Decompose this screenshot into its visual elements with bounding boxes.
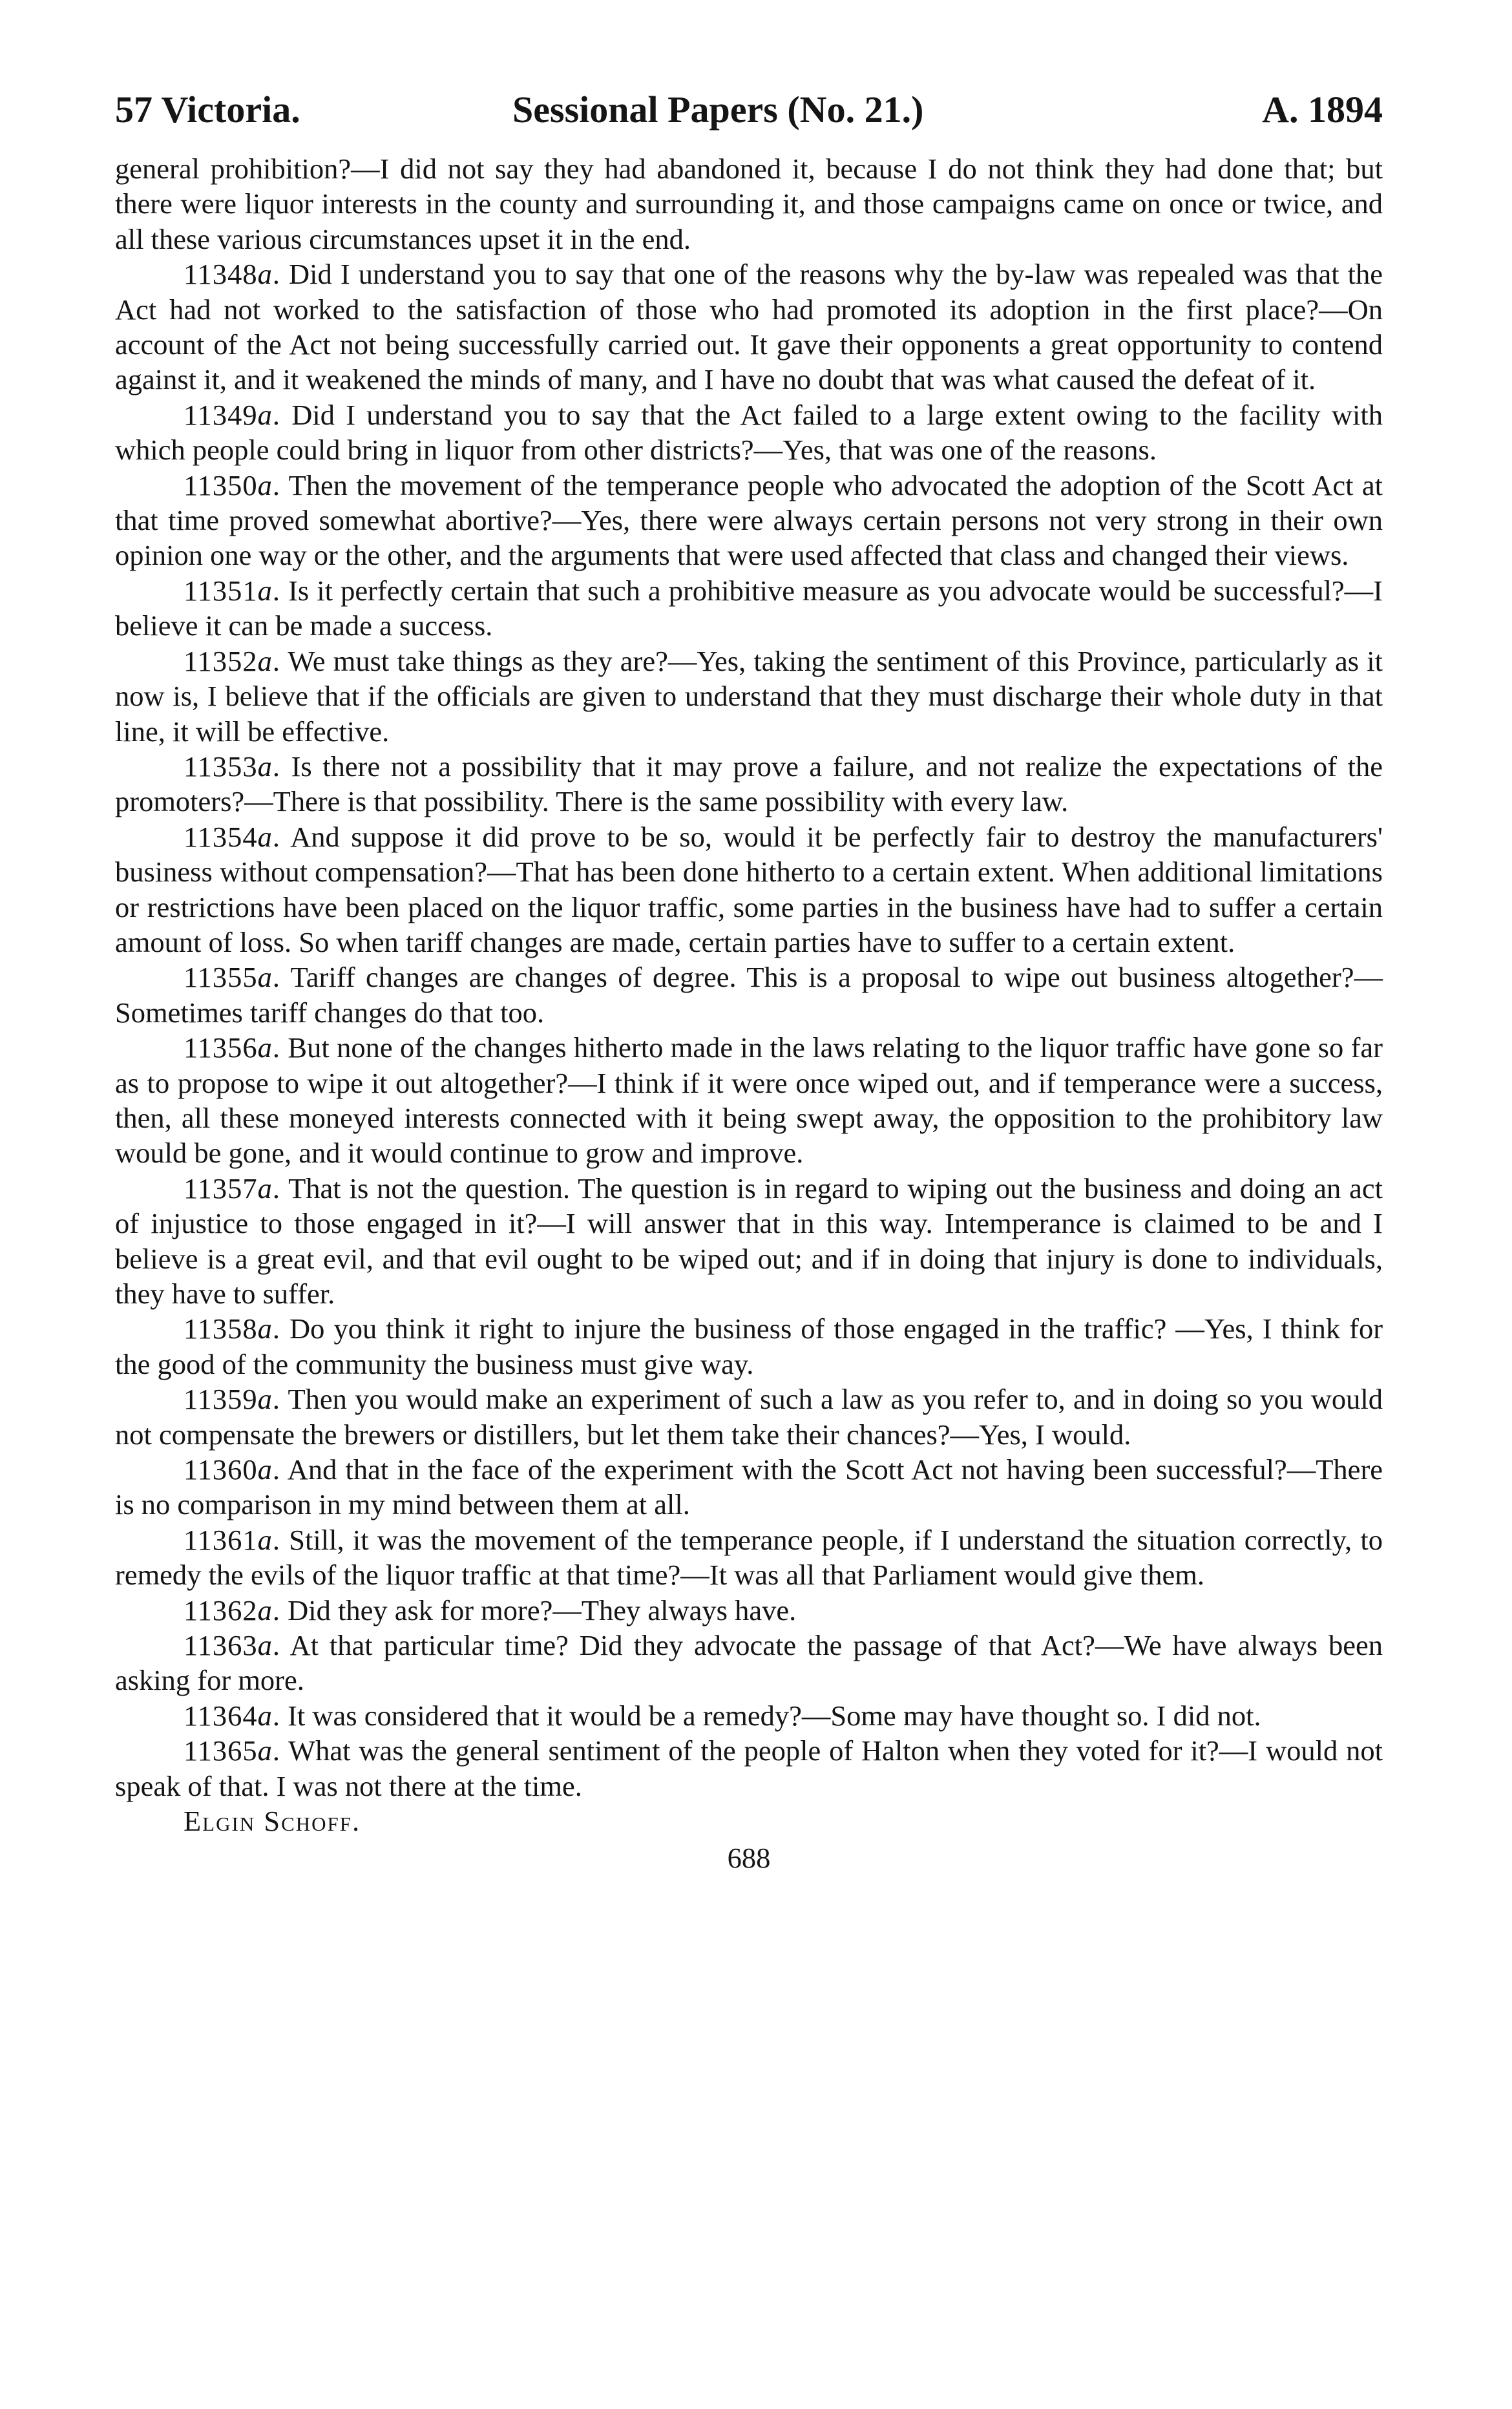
question-number: 11354a. xyxy=(184,820,280,853)
question-text: Did they ask for more?—They always have. xyxy=(288,1594,797,1626)
header-session: 57 Victoria. xyxy=(115,89,300,131)
running-header xyxy=(115,84,1383,136)
question-text: But none of the changes hitherto made in the laws relating to the liquor traffic have gone so far as to propose to wipe it out altogether?—I think if it were once wiped out, and if temperance were a success, then, all these moneyed interests connected with it being swept away, the opposition to the prohibitory law would be gone, and it would continue to grow and improve. xyxy=(115,1031,1383,1170)
question-text: We must take things as they are?—Yes, taking the sentiment of this Province, particularly as it now is, I believe that if the officials are given to understand that they must discharge their whole duty in that line, it will be effective. xyxy=(115,644,1383,748)
question-text: Is there not a possibility that it may prove a failure, and not realize the expectations of the promoters?—There is that possibility. There is the same possibility with every law. xyxy=(115,750,1383,818)
question-text: Do you think it right to injure the business of those engaged in the traffic? —Yes, I think for the good of the community the business must give way. xyxy=(115,1312,1383,1380)
question-text: Still, it was the movement of the temperance people, if I understand the situation correctly, to remedy the evils of the liquor traffic at that time?—It was all that Parliament would give them. xyxy=(115,1523,1383,1592)
question-paragraph xyxy=(115,960,1383,1030)
question-text: And that in the face of the experiment with the Scott Act not having been successful?—There is no comparison in my mind between them at all. xyxy=(115,1453,1383,1521)
question-text: Did I understand you to say that the Act failed to a large extent owing to the facility with which people could bring in liquor from other districts?—Yes, that was one of the reasons. xyxy=(115,398,1383,467)
question-paragraph xyxy=(115,573,1383,644)
question-number: 11350a. xyxy=(184,468,280,501)
question-paragraph xyxy=(115,468,1383,573)
continued-paragraph: general prohibition?—I did not say they had abandoned it, because I do not think they had done that; but there were liquor interests in the county and surrounding it, and those campaigns came on once or twice, and all these various circumstances upset it in the end. xyxy=(115,153,1383,255)
question-text: What was the general sentiment of the people of Halton when they voted for it?—I would not speak of that. I was not there at the time. xyxy=(115,1734,1383,1802)
question-number: 11349a. xyxy=(184,398,280,431)
question-paragraph xyxy=(115,1452,1383,1522)
question-number: 11361a. xyxy=(184,1523,280,1556)
question-number: 11348a. xyxy=(184,258,280,291)
header-year: A. 1894 xyxy=(1262,89,1383,131)
question-number: 11365a. xyxy=(184,1734,280,1767)
question-paragraph xyxy=(115,1171,1383,1312)
document-body xyxy=(115,151,1383,1875)
question-list xyxy=(115,257,1383,1804)
question-number: 11359a. xyxy=(184,1383,280,1416)
question-paragraph xyxy=(115,819,1383,960)
question-paragraph xyxy=(115,1628,1383,1698)
question-paragraph xyxy=(115,749,1383,819)
question-number: 11352a. xyxy=(184,644,280,677)
question-text: At that particular time? Did they advocate the passage of that Act?—We have always been asking for more. xyxy=(115,1629,1383,1697)
question-paragraph xyxy=(115,1733,1383,1804)
question-number: 11360a. xyxy=(184,1453,280,1486)
question-number: 11351a. xyxy=(184,574,280,607)
question-number: 11363a. xyxy=(184,1629,280,1662)
page-number: 688 xyxy=(727,1841,771,1874)
question-paragraph xyxy=(115,1522,1383,1593)
question-text: Then you would make an experiment of such a law as you refer to, and in doing so you would not compensate the brewers or distillers, but let them take their chances?—Yes, I would. xyxy=(115,1383,1383,1451)
question-paragraph xyxy=(115,397,1383,468)
question-text: It was considered that it would be a remedy?—Some may have thought so. I did not. xyxy=(288,1699,1261,1732)
question-text: Is it perfectly certain that such a prohibitive measure as you advocate would be successful?—I believe it can be made a success. xyxy=(115,574,1383,642)
question-number: 11356a. xyxy=(184,1031,280,1064)
question-paragraph xyxy=(115,1698,1383,1733)
question-paragraph xyxy=(115,257,1383,397)
question-number: 11355a. xyxy=(184,961,280,994)
question-paragraph xyxy=(115,1382,1383,1452)
question-text: Did I understand you to say that one of the reasons why the by-law was repealed was that the Act had not worked to the satisfaction of those who had promoted its adoption in the first place?—On account of the Act not being successfully carried out. It gave their opponents a great opportunity to contend against it, and it weakened the minds of many, and I have no doubt that was what caused the defeat of it. xyxy=(115,258,1383,396)
question-text: Then the movement of the temperance people who advocated the adoption of the Scott Act at that time proved somewhat abortive?—Yes, there were always certain persons not very strong in their own opinion one way or the other, and the arguments that were used affected that class and changed their views. xyxy=(115,468,1383,572)
question-paragraph xyxy=(115,1593,1383,1628)
question-paragraph xyxy=(115,1030,1383,1171)
question-number: 11362a. xyxy=(184,1594,280,1626)
header-title: Sessional Papers (No. 21.) xyxy=(512,89,924,131)
question-text: That is not the question. The question is in regard to wiping out the business and doing an act of injustice to those engaged in it?—I will answer that in this way. Intemperance is claimed to be and I believe is a great evil, and that evil ought to be wiped out; and if in doing that injury is done to individuals, they have to suffer. xyxy=(115,1172,1383,1310)
question-text: Tariff changes are changes of degree. This is a proposal to wipe out business altogether?—Sometimes tariff changes do that too. xyxy=(115,961,1383,1029)
question-paragraph xyxy=(115,1311,1383,1382)
question-text: And suppose it did prove to be so, would it be perfectly fair to destroy the manufacturers' business without compensation?—That has been done hitherto to a certain extent. When additional limitations or restrictions have been placed on the liquor traffic, some parties in the business have had to suffer a certain amount of loss. So when tariff changes are made, certain parties have to suffer to a certain extent. xyxy=(115,820,1383,958)
question-number: 11358a. xyxy=(184,1312,280,1345)
question-paragraph xyxy=(115,644,1383,749)
witness-signature: Elgin Schoff. xyxy=(184,1805,361,1838)
question-number: 11357a. xyxy=(184,1172,280,1204)
question-number: 11364a. xyxy=(184,1699,280,1732)
question-number: 11353a. xyxy=(184,750,280,783)
